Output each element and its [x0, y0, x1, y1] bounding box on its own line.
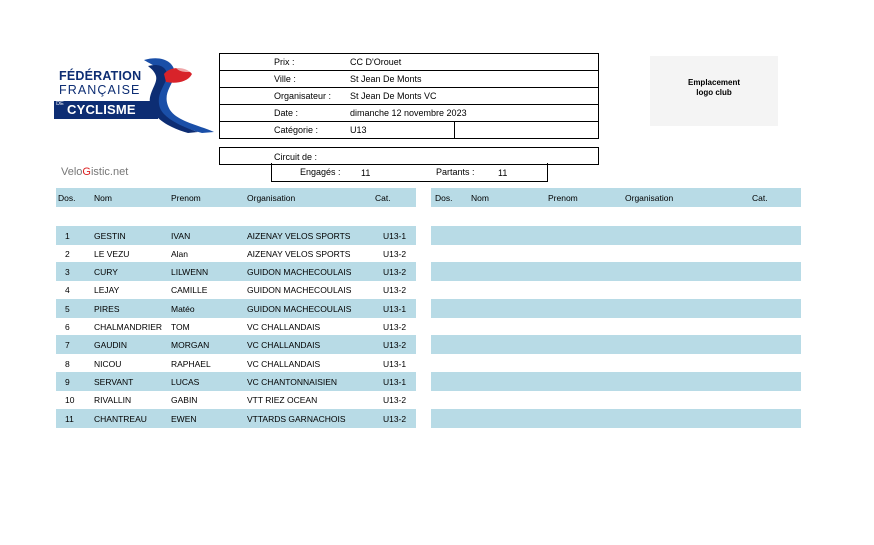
cell-dos: 10 — [65, 395, 75, 405]
table-row — [56, 280, 416, 299]
brand-part-1: Velo — [61, 166, 83, 178]
engages-label: Engagés : — [300, 167, 341, 177]
brand-part-2: istic.net — [90, 166, 129, 178]
cell-nom: PIRES — [94, 304, 120, 314]
table-row — [56, 244, 416, 263]
cell-prenom: LUCAS — [171, 377, 200, 387]
header-organisation: Organisation — [247, 193, 296, 203]
cell-nom: CHANTREAU — [94, 414, 147, 424]
table-row — [56, 317, 416, 336]
info-label: Date : — [274, 108, 299, 118]
cell-organisation: VC CHALLANDAIS — [247, 322, 321, 332]
ffc-logo — [52, 56, 217, 134]
cell-prenom: RAPHAEL — [171, 359, 211, 369]
table-row — [56, 354, 416, 373]
cell-cat: U13-1 — [383, 304, 407, 314]
cell-organisation: GUIDON MACHECOULAIS — [247, 267, 352, 277]
cell-cat: U13-2 — [383, 267, 407, 277]
cell-dos: 4 — [65, 285, 70, 295]
placeholder-line-1: Emplacement — [687, 78, 741, 87]
cell-nom: CHALMANDRIER — [94, 322, 163, 332]
cell-dos: 1 — [65, 231, 70, 241]
cell-prenom: Matéo — [171, 304, 195, 314]
cell-nom: GESTIN — [94, 231, 126, 241]
cell-organisation: VC CHANTONNAISIEN — [247, 377, 338, 387]
logo-line-cyclisme: CYCLISME — [67, 102, 136, 117]
cell-organisation: AIZENAY VELOS SPORTS — [247, 231, 351, 241]
table-row — [56, 372, 416, 391]
info-row-prix — [220, 54, 598, 71]
partants-value: 11 — [498, 168, 508, 178]
logo-line-francaise: FRANÇAISE — [59, 83, 141, 97]
cell-cat: U13-2 — [383, 249, 407, 259]
cell-organisation: VTT RIEZ OCEAN — [247, 395, 318, 405]
header-organisation: Organisation — [625, 193, 674, 203]
cell-prenom: EWEN — [171, 414, 197, 424]
header-cat: Cat. — [752, 193, 768, 203]
cell-nom: CURY — [94, 267, 118, 277]
cell-nom: RIVALLIN — [94, 395, 132, 405]
empty-row — [431, 226, 801, 245]
info-label: Organisateur : — [274, 91, 332, 101]
partants-label: Partants : — [436, 167, 475, 177]
cell-cat: U13-1 — [383, 359, 407, 369]
cell-organisation: GUIDON MACHECOULAIS — [247, 285, 352, 295]
empty-row — [431, 409, 801, 428]
empty-row — [431, 335, 801, 354]
cell-prenom: GABIN — [171, 395, 198, 405]
table-row — [56, 226, 416, 245]
table-row — [56, 262, 416, 281]
info-label: Ville : — [274, 74, 296, 84]
info-value: St Jean De Monts — [350, 74, 422, 84]
engages-value: 11 — [361, 168, 371, 178]
cell-organisation: VC CHALLANDAIS — [247, 340, 321, 350]
brand-part-g: G — [82, 166, 91, 178]
info-value: dimanche 12 novembre 2023 — [350, 108, 467, 118]
cell-cat: U13-2 — [383, 285, 407, 295]
cell-prenom: TOM — [171, 322, 190, 332]
cell-dos: 7 — [65, 340, 70, 350]
cell-prenom: Alan — [171, 249, 189, 259]
cell-dos: 11 — [65, 414, 74, 424]
cell-cat: U13-1 — [383, 231, 407, 241]
cell-dos: 5 — [65, 304, 70, 314]
cell-cat: U13-1 — [383, 377, 407, 387]
header-dos: Dos. — [58, 193, 76, 203]
table-row — [56, 335, 416, 354]
header-nom: Nom — [94, 193, 112, 203]
cell-nom: LE VEZU — [94, 249, 130, 259]
cell-nom: SERVANT — [94, 377, 134, 387]
header-prenom: Prenom — [548, 193, 578, 203]
cell-cat: U13-2 — [383, 395, 407, 405]
logo-prefix: DE — [56, 101, 64, 107]
club-logo-placeholder — [650, 56, 778, 126]
header-prenom: Prenom — [171, 193, 201, 203]
empty-row — [431, 299, 801, 318]
cell-dos: 2 — [65, 249, 70, 259]
cell-cat: U13-2 — [383, 322, 407, 332]
logo-line-federation: FÉDÉRATION — [59, 69, 142, 83]
counts-row — [271, 163, 548, 182]
cell-dos: 6 — [65, 322, 70, 332]
cell-prenom: CAMILLE — [171, 285, 208, 295]
info-label: Catégorie : — [274, 125, 319, 135]
cell-dos: 3 — [65, 267, 70, 277]
cell-prenom: IVAN — [171, 231, 191, 241]
cell-cat: U13-2 — [383, 340, 407, 350]
info-row-categorie — [220, 122, 598, 138]
results-header-left — [56, 188, 416, 207]
info-value: U13 — [350, 125, 367, 135]
cell-prenom: LILWENN — [171, 267, 209, 277]
info-row-organisateur — [220, 88, 598, 105]
info-value: CC D'Orouet — [350, 57, 402, 67]
header-dos: Dos. — [435, 193, 453, 203]
results-header-right — [431, 188, 801, 207]
cell-divider — [454, 122, 455, 138]
info-row-ville — [220, 71, 598, 88]
table-row — [56, 409, 416, 428]
header-cat: Cat. — [375, 193, 391, 203]
cell-dos: 9 — [65, 377, 70, 387]
cell-nom: GAUDIN — [94, 340, 128, 350]
cell-dos: 8 — [65, 359, 70, 369]
cell-organisation: AIZENAY VELOS SPORTS — [247, 249, 351, 259]
race-info-table — [219, 53, 599, 139]
cell-organisation: GUIDON MACHECOULAIS — [247, 304, 352, 314]
table-row — [56, 299, 416, 318]
empty-row — [431, 372, 801, 391]
empty-row — [431, 262, 801, 281]
cell-organisation: VTTARDS GARNACHOIS — [247, 414, 346, 424]
circuit-label: Circuit de : — [274, 152, 318, 162]
table-row — [56, 390, 416, 409]
cell-organisation: VC CHALLANDAIS — [247, 359, 321, 369]
cell-nom: LEJAY — [94, 285, 120, 295]
info-label: Prix : — [274, 57, 295, 67]
cell-cat: U13-2 — [383, 414, 407, 424]
header-nom: Nom — [471, 193, 489, 203]
cell-prenom: MORGAN — [171, 340, 210, 350]
cell-nom: NICOU — [94, 359, 122, 369]
info-value: St Jean De Monts VC — [350, 91, 437, 101]
placeholder-line-2: logo club — [696, 88, 732, 97]
velogistic-brand — [61, 166, 128, 178]
info-row-date — [220, 105, 598, 122]
